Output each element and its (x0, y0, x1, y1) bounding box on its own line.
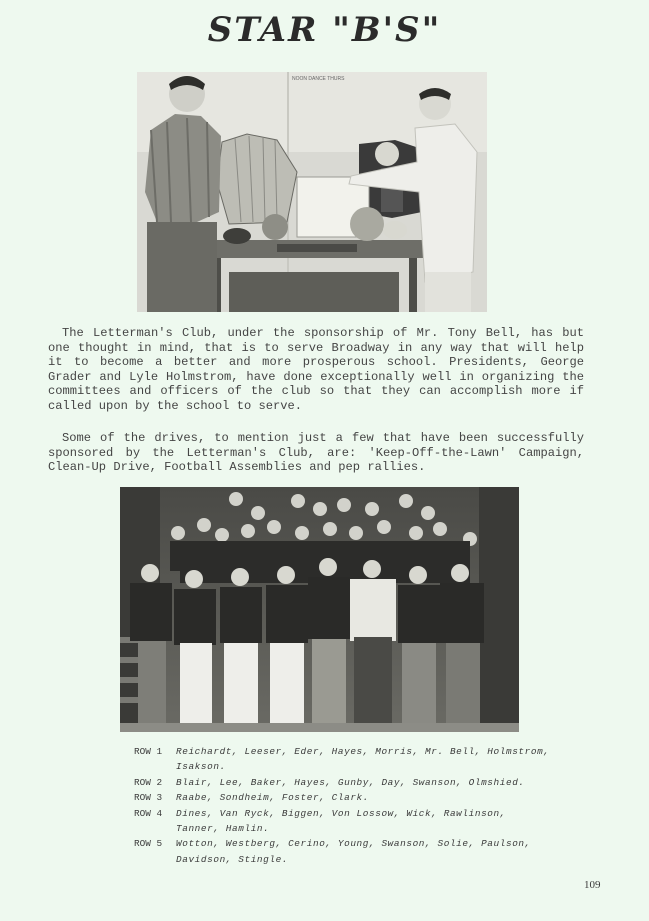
row-label: ROW 2 (134, 776, 163, 788)
page-number: 109 (584, 879, 601, 891)
row-entry (134, 744, 554, 775)
row-label: ROW 3 (134, 792, 163, 804)
row-label: ROW 4 (134, 807, 163, 819)
row-entry (134, 806, 554, 837)
row-names: Reichardt, Leeser, Eder, Hayes, Morris, Mr. Bell, Holmstrom, Isakson. (176, 746, 550, 773)
row-names: Blair, Lee, Baker, Hayes, Gunby, Day, Swanson, Olmshied. (176, 776, 525, 788)
sign-text: NOON DANCE THURS (292, 76, 345, 82)
row-entry (134, 775, 554, 790)
letterman-group-photo (120, 487, 519, 732)
paragraph-text: Some of the drives, to mention just a few that have been successfully sponsored by the Letterman's Club, are: 'Keep-Off-the-Lawn' Campaign, Clean-Up Drive, Football Assemblies and pep rallies. (48, 431, 584, 475)
paragraph-drives (48, 431, 584, 475)
paragraph-text: The Letterman's Club, under the sponsorship of Mr. Tony Bell, has but one thought in mind, that is to serve Broadway in any way that will help it to become a better and more prosperous school. Presidents, George Grader and Lyle Holmstrom, have done exceptionally well in organizing the committees and officers of the club so that they can accomplish more if called upon by the school to serve. (48, 326, 584, 413)
row-listing (134, 744, 554, 867)
letterman-presentation-photo (137, 72, 487, 312)
row-names: Dines, Van Ryck, Biggen, Von Lossow, Wick, Rawlinson, Tanner, Hamlin. (176, 807, 506, 835)
page-title: STAR "B'S" (207, 10, 442, 50)
row-entry (134, 790, 554, 805)
row-entry (134, 836, 554, 867)
row-label: ROW 5 (134, 838, 163, 850)
row-names: Raabe, Sondheim, Foster, Clark. (176, 792, 370, 804)
paragraph-letterman-club (48, 326, 584, 414)
row-names: Wotton, Westberg, Cerino, Young, Swanson, Solie, Paulson, Davidson, Stingle. (176, 838, 531, 865)
row-label: ROW 1 (134, 746, 163, 757)
